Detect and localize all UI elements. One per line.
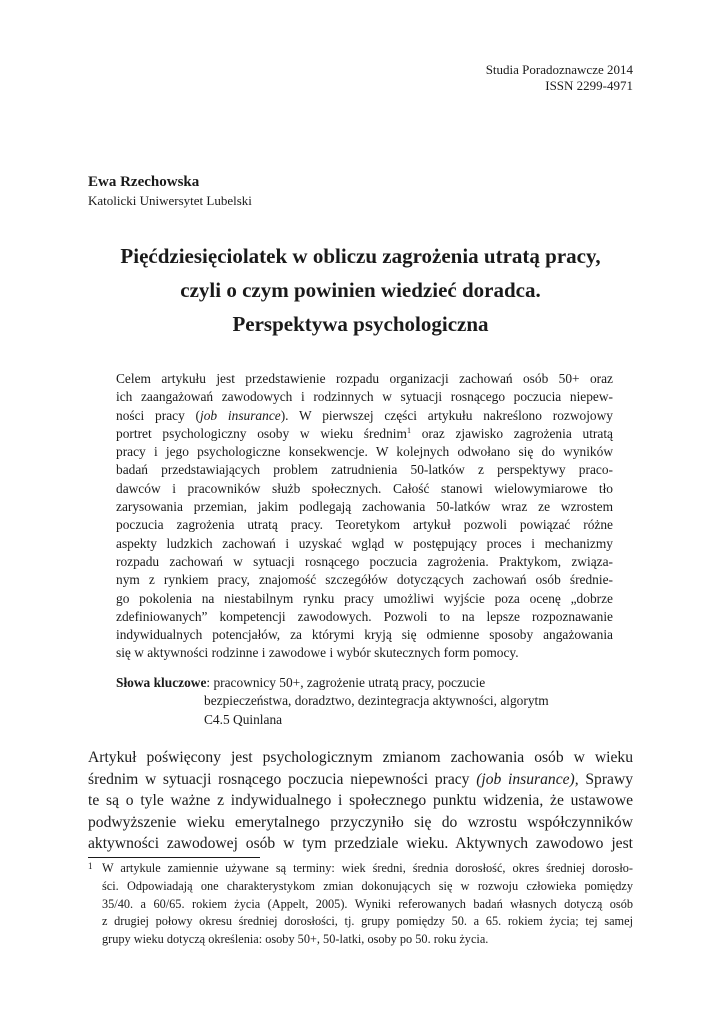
footnote-mark: 1: [88, 861, 93, 871]
abstract-text: oraz zjawisko zagrożenia utratą: [410, 425, 613, 441]
author-affiliation: Katolicki Uniwersytet Lubelski: [88, 193, 252, 208]
abstract-line: [116, 407, 613, 425]
footnote-line: grupy wieku dotyczą określenia: osoby 50+, 50-latki, osoby po 50. roku życia.: [102, 932, 489, 947]
abstract-line: poczucia zagrożenia utratą pracy. Teoretykom artykuł pozwoli powiązać różne: [116, 517, 613, 533]
title-line-1: Pięćdziesięciolatek w obliczu zagrożenia utratą pracy,: [120, 244, 601, 268]
abstract-line: Celem artykułu jest przedstawienie rozpadu organizacji zachowań osób 50+ oraz: [116, 371, 613, 386]
footnote-line: ści. Odpowiadają one charakterystykom zmian dokonujących się w rozwoju człowieka pomiędzy: [102, 878, 633, 893]
body-text-segment: Sprawy: [578, 770, 633, 788]
abstract-line: zdefiniowanych” kompetencji zawodowych. Pozwoli to na lepsze rozpoznawanie: [116, 608, 613, 624]
journal-header: [486, 62, 633, 94]
abstract-line: pracy i jego psychologiczne konsekwencje. W kolejnych odwołano się do wyników: [116, 444, 613, 460]
abstract-line: indywidualnych potencjałów, za którymi kryją się odmienne sposoby angażowania: [116, 627, 613, 643]
abstract-line: rozpadu zachowań w sytuacji rosnącego poczucia zagrożenia. Praktykom, związa-: [116, 553, 613, 569]
issn: ISSN 2299-4971: [545, 78, 633, 93]
keywords-text: bezpieczeństwa, doradztwo, dezintegracja aktywności, algorytm: [204, 693, 549, 709]
author-name: Ewa Rzechowska: [88, 174, 200, 190]
article-title: [72, 239, 649, 341]
title-line-2: czyli o czym powinien wiedzieć doradca.: [180, 278, 541, 302]
abstract-line: ich zaangażowań zawodowych i rodzinnych w sytuacji rosnącego poczucia niepew-: [116, 389, 613, 405]
abstract-line: nym z rynkiem pracy, znajomość szczegółów dotyczących zachowań osób średnie-: [116, 572, 613, 588]
body-line: [88, 769, 633, 791]
footnote-line: 35/40. a 60/65. rokiem życia (Appelt, 2005). Wyniki referowanych badań własnych dotyczą osób: [102, 896, 633, 911]
body-line: podwyższenie wieku emerytalnego przyczyniło się do wzrostu współczynników: [88, 813, 633, 831]
abstract-text: ności pracy (: [116, 407, 201, 423]
abstract-italic-term: job insurance: [200, 407, 281, 423]
body-italic-term: (job insurance),: [476, 770, 579, 788]
keywords-row: [116, 674, 616, 692]
body-line: te są o tyle ważne z indywidualnego i społecznego punktu widzenia, że ustawowe: [88, 792, 633, 810]
body-text-segment: średnim w sytuacji rosnącego poczucia niepewności pracy: [88, 770, 477, 788]
journal-name: Studia Poradoznawcze 2014: [485, 62, 633, 77]
abstract-line: dawców i pracowników służb społecznych. Całość stanowi wielowymiarowe tło: [116, 480, 613, 496]
abstract-line: zarysowania przemian, jakim podlegają zachowania 50-latków wraz ze wzrostem: [116, 499, 613, 515]
abstract-text: ). W pierwszej części artykułu nakreślono rozwojowy: [280, 407, 613, 423]
abstract-line: się w aktywności rodzinne i zawodowe i wybór skutecznych form pomocy.: [116, 645, 519, 661]
keywords-text: : pracownicy 50+, zagrożenie utratą pracy, poczucie: [206, 675, 486, 690]
abstract: [116, 370, 613, 663]
footnote-line: z drugiej połowy okresu średniej dorosłości, tj. grupy pomiędzy 50. a 65. rokiem życia; tej samej: [102, 914, 633, 929]
footnote-divider: [88, 857, 260, 858]
abstract-text: portret psychologiczny osoby w wieku średnim: [116, 425, 407, 441]
footnote-reference[interactable]: 1: [406, 425, 411, 435]
body-line: aktywności zawodowej osób w tym przedziale wieku. Aktywnych zawodowo jest: [88, 835, 633, 853]
abstract-line: go pokolenia na niestabilnym rynku pracy umożliwi wyjście poza ocenę „dobrze: [116, 590, 613, 606]
abstract-line: aspekty ludzkich zachowań i uzyskać wgląd w postępujący proces i mechanizmy: [116, 535, 613, 551]
body-text: [88, 747, 633, 855]
keywords-label: Słowa kluczowe: [116, 675, 207, 690]
abstract-line: [116, 425, 613, 443]
body-line: Artykuł poświęcony jest psychologicznym zmianom zachowania osób w wieku: [88, 749, 633, 766]
footnote-text: W artykule zamiennie używane są terminy: wiek średni, średnia dorosłość, okres średniej dorosło-: [102, 861, 633, 875]
keywords: [116, 674, 616, 729]
footnote-line: [88, 860, 633, 878]
author-block: [88, 172, 252, 210]
footnotes: [88, 860, 633, 949]
abstract-line: badań przedstawiających problem zatrudnienia 50-latków z perspektywy praco-: [116, 462, 613, 478]
title-line-3: Perspektywa psychologiczna: [232, 312, 489, 336]
keywords-text: C4.5 Quinlana: [204, 711, 283, 727]
